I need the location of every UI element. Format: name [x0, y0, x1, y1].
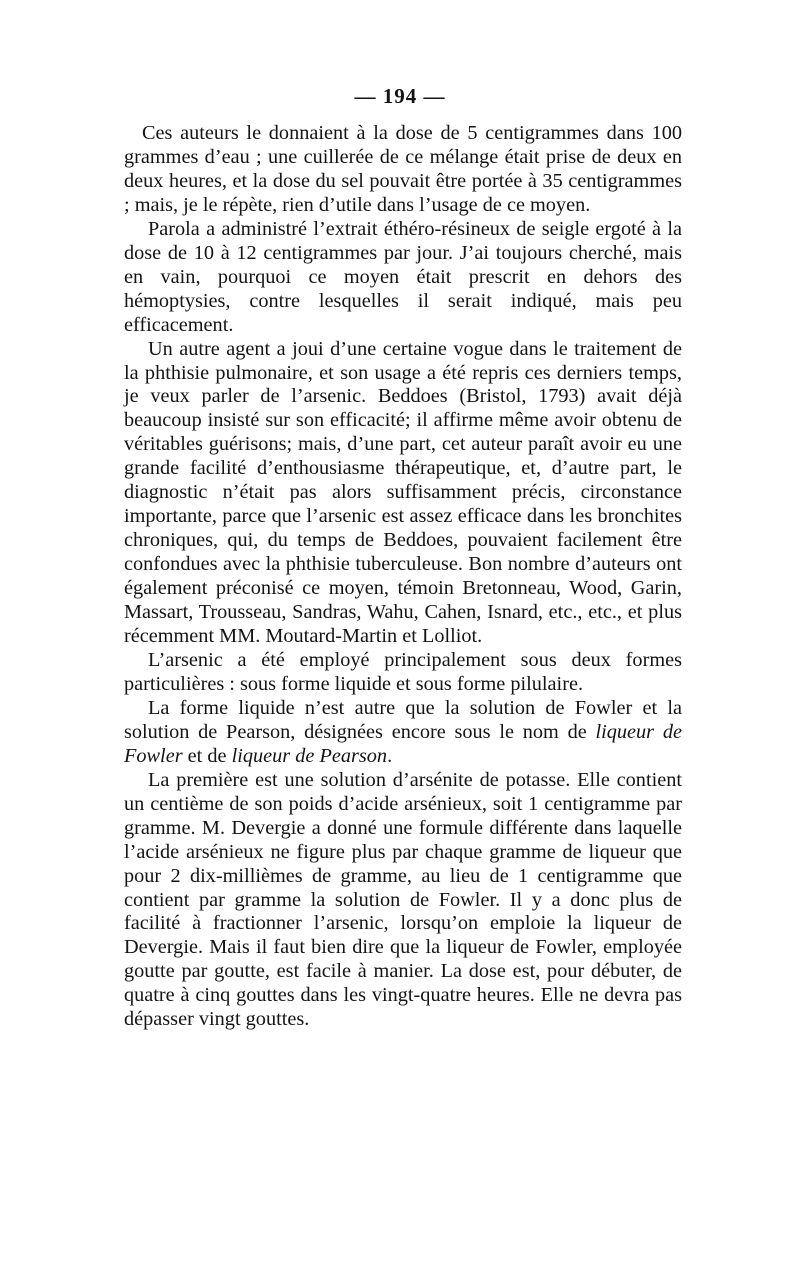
paragraph-5-text-c: . — [387, 744, 393, 767]
paragraph-2: Parola a administré l’extrait éthéro-résineux de seigle ergoté à la dose de 10 à 12 centigrammes par jour. J’ai toujours cherché, mais en vain, pourquoi ce moyen était prescrit en dehors des hémoptysies, contre lesquelles il serait indiqué, mais peu efficacement. — [124, 217, 682, 336]
body-text — [124, 122, 682, 1032]
page-number: — 194 — — [354, 84, 446, 108]
paragraph-5 — [124, 697, 682, 769]
paragraph-1: Ces auteurs le donnaient à la dose de 5 centigrammes dans 100 grammes d’eau ; une cuillerée de ce mélange était prise de deux en deux heures, et la dose du sel pouvait être portée à 35 centigrammes ; mais, je le répète, rien d’utile dans l’usage de ce moyen. — [124, 122, 682, 216]
paragraph-5-text-a: La forme liquide n’est autre que la solution de Fowler et la solution de Pearson, désignées encore sous le nom de — [124, 696, 682, 743]
paragraph-5-italic-pearson: liqueur de Pearson — [231, 744, 388, 767]
paragraph-6: La première est une solution d’arsénite de potasse. Elle contient un centième de son poids d’acide arsénieux, soit 1 centigramme par gramme. M. Devergie a donné une formule différente dans laquelle l’acide arsénieux ne figure plus par chaque gramme de liqueur que pour 2 dix-millièmes de gramme, au lieu de 1 centigramme que contient par gramme la solution de Fowler. Il y a donc plus de facilité à fractionner l’arsenic, lorsqu’on emploie la liqueur de Devergie. Mais il faut bien dire que la liqueur de Fowler, employée goutte par goutte, est facile à manier. La dose est, pour débuter, de quatre à cinq gouttes dans les vingt-quatre heures. Elle ne devra pas dépasser vingt gouttes. — [124, 768, 682, 1031]
paragraph-5-text-b: et de — [182, 744, 232, 767]
paragraph-4: L’arsenic a été employé principalement sous deux formes particulières : sous forme liquide et sous forme pilulaire. — [124, 648, 682, 695]
paragraph-5-italic-fowler: liqueur de Fowler — [124, 720, 682, 767]
paragraph-3: Un autre agent a joui d’une certaine vogue dans le traitement de la phthisie pulmonaire, et son usage a été repris ces derniers temps, je veux parler de l’arsenic. Beddoes (Bristol, 1793) avait déjà beaucoup insisté sur son efficacité; il affirme même avoir obtenu de véritables guérisons; mais, d’une part, cet auteur paraît avoir eu une grande facilité d’enthousiasme thérapeutique, et, d’autre part, le diagnostic n’était pas alors suffisamment précis, circonstance importante, parce que l’arsenic est assez efficace dans les bronchites chroniques, qui, du temps de Beddoes, pouvaient facilement être confondues avec la phthisie tuberculeuse. Bon nombre d’auteurs ont également préconisé ce moyen, témoin Bretonneau, Wood, Garin, Massart, Trousseau, Sandras, Wahu, Cahen, Isnard, etc., etc., et plus récemment MM. Moutard-Martin et Lolliot. — [124, 337, 682, 648]
